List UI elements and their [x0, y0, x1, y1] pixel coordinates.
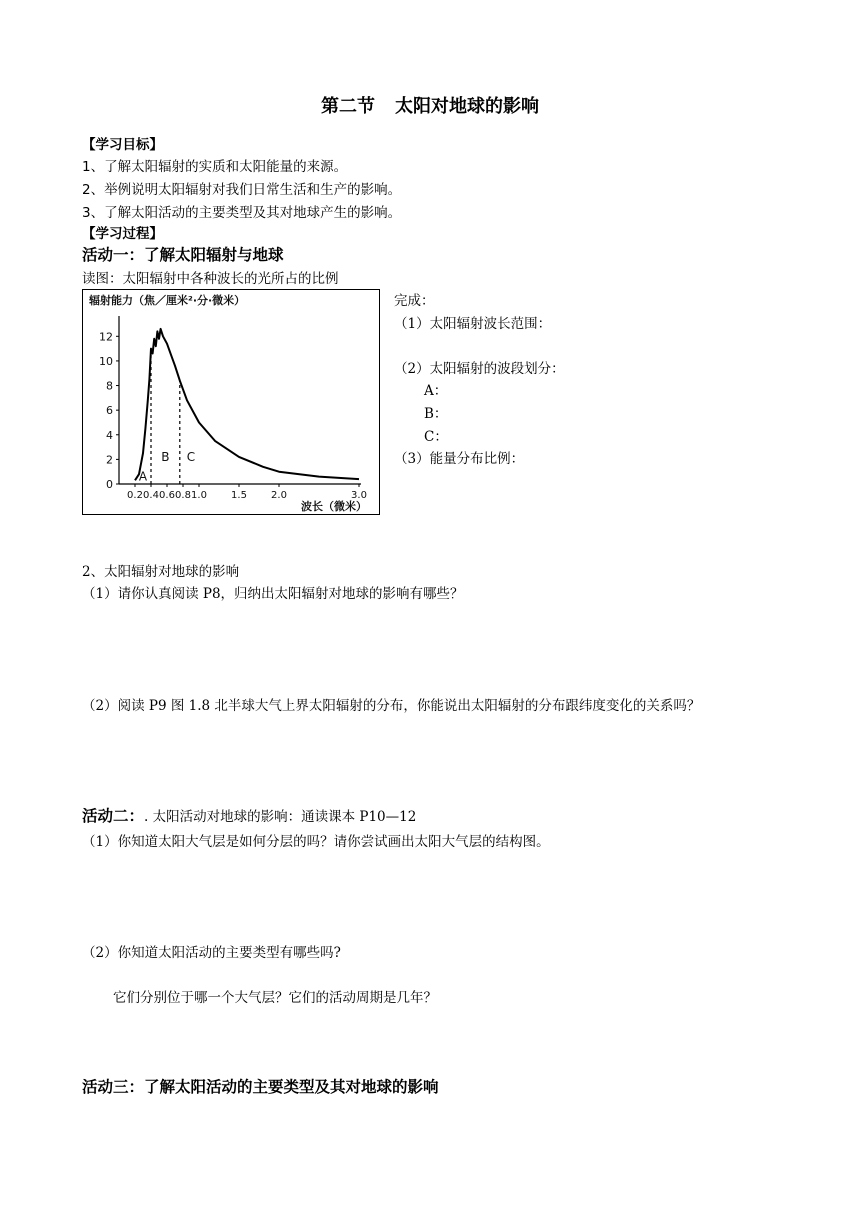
band-label-c: C: [186, 449, 196, 464]
part2-question-2: （2）阅读 P9 图 1.8 北半球大气上界太阳辐射的分布，你能说出太阳辐射的分布跟纬度变化的关系吗？: [82, 698, 701, 714]
page-title: [0, 92, 860, 118]
chart-svg: [83, 290, 379, 514]
band-item-a: A：: [424, 383, 448, 399]
band-label-b: B: [161, 449, 170, 464]
activity2-line: [82, 804, 416, 826]
x-tick-label: 0.8: [175, 490, 191, 501]
section-number: 第二节: [321, 96, 375, 117]
y-tick-label: 4: [106, 428, 113, 442]
chart-ylabel: 辐射能力（焦／厘米²·分·微米）: [89, 294, 246, 307]
activity2-question-1: （1）你知道太阳大气层是如何分层的吗？请你尝试画出太阳大气层的结构图。: [82, 834, 550, 850]
activity2-question-2: （2）你知道太阳活动的主要类型有哪些吗?: [82, 945, 341, 961]
x-tick-label: 3.0: [351, 490, 367, 501]
x-tick-label: 2.0: [271, 490, 287, 501]
y-tick-label: 8: [106, 379, 113, 393]
read-caption: 读图：太阳辐射中各种波长的光所占的比例: [82, 271, 339, 287]
activity2-subtitle: . 太阳活动对地球的影响：通读课本 P10—12: [144, 809, 417, 825]
x-tick-label: 0.2: [127, 490, 143, 501]
objective-item: 1、了解太阳辐射的实质和太阳能量的来源。: [82, 159, 348, 175]
question-band-division: （2）太阳辐射的波段划分：: [394, 361, 565, 377]
band-item-c: C：: [424, 429, 448, 445]
part2-title: 2、太阳辐射对地球的影响: [82, 564, 240, 580]
solar-radiation-chart: [82, 289, 380, 515]
process-heading: 【学习过程】: [82, 226, 163, 242]
band-label-a: A: [138, 469, 148, 484]
x-tick-label: 0.4: [143, 490, 159, 501]
objective-item: 2、举例说明太阳辐射对我们日常生活和生产的影响。: [82, 182, 402, 198]
x-tick-label: 1.0: [191, 490, 207, 501]
x-tick-label: 1.5: [231, 490, 247, 501]
activity3-heading: 活动三：了解太阳活动的主要类型及其对地球的影响: [82, 1078, 439, 1096]
band-item-b: B：: [424, 406, 448, 422]
question-wavelength-range: （1）太阳辐射波长范围：: [394, 316, 552, 332]
objectives-heading: 【学习目标】: [82, 137, 163, 153]
chart-xlabel: 波长（微米）: [301, 500, 367, 513]
y-tick-label: 6: [106, 404, 113, 418]
y-tick-label: 10: [99, 354, 113, 368]
objective-item: 3、了解太阳活动的主要类型及其对地球产生的影响。: [82, 205, 402, 221]
y-tick-label: 12: [99, 330, 113, 344]
complete-label: 完成：: [394, 293, 435, 309]
y-tick-label: 2: [106, 453, 113, 467]
y-tick-label: 0: [106, 478, 113, 491]
x-tick-label: 0.6: [159, 490, 175, 501]
activity1-heading: 活动一：了解太阳辐射与地球: [82, 246, 284, 264]
activity2-heading: 活动二：: [82, 807, 145, 825]
part2-question-1: （1）请你认真阅读 P8，归纳出太阳辐射对地球的影响有哪些？: [82, 586, 464, 602]
section-topic: 太阳对地球的影响: [395, 96, 539, 117]
activity2-question-2-follow: 它们分别位于哪一个大气层？它们的活动周期是几年？: [113, 990, 437, 1006]
question-energy-ratio: （3）能量分布比例：: [394, 451, 525, 467]
